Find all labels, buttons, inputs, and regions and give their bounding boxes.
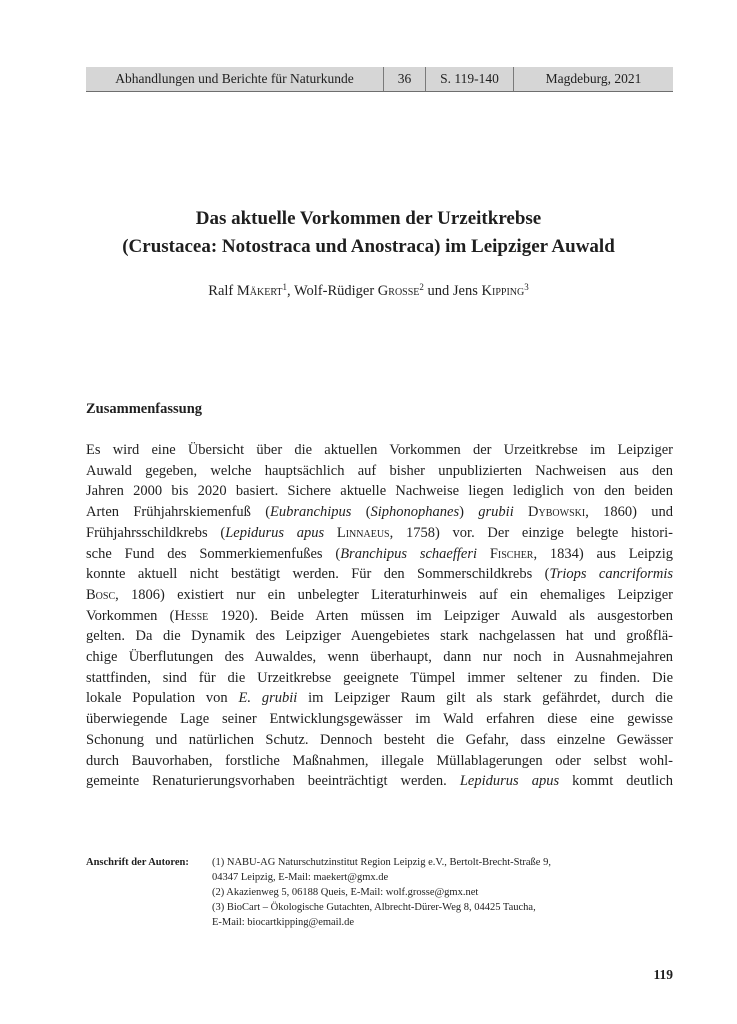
abstract-line: gelten. Da die Dynamik des Leipziger Auengebietes stark nachgelassen hat und großflä- (86, 628, 673, 645)
address-label: Anschrift der Autoren: (86, 857, 189, 868)
taxon-name: Lepidurus apus (225, 524, 325, 541)
address-lines (212, 855, 551, 930)
text-run (477, 546, 490, 562)
text-run (514, 504, 528, 520)
title-line-1: Das aktuelle Vorkommen der Urzeitkrebse (195, 208, 542, 229)
taxon-name: Branchipus schaefferi (340, 545, 478, 562)
address-line: (3) BioCart – Ökologische Gutachten, Albrecht-Dürer-Weg 8, 04425 Taucha, (212, 902, 536, 913)
taxon-name: grubii (478, 504, 514, 521)
abstract-line (86, 523, 673, 544)
abstract-line: Jahren 2000 bis 2020 basiert. Sichere aktuelle Nachweise liegen lediglich von den beiden (86, 483, 673, 500)
abstract-line (86, 544, 673, 565)
article-title (60, 205, 677, 261)
author-1-last: Mäkert (236, 283, 283, 299)
taxon-name: Eubranchipus (270, 504, 352, 521)
text-run: ( (351, 504, 371, 521)
text-run: , 1806) existiert nur ein unbelegter Literaturhinweis auf ein ehemaliges Leipziger (115, 586, 673, 603)
author-2-last: Grosse (377, 283, 420, 299)
volume-number: 36 (384, 67, 426, 91)
text-run: 1920). Beide Arten müssen im Leipziger Auwald als ausgestorben (208, 607, 673, 624)
text-run: lokale Population von (86, 690, 239, 707)
abstract-body (86, 440, 673, 792)
address-line: (1) NABU-AG Naturschutzinstitut Region Leipzig e.V., Bertolt-Brecht-Straße 9, (212, 857, 551, 868)
author-separator-2: und Jens (423, 283, 482, 299)
abstract-line: Auwald gegeben, welche hauptsächlich auf bisher unpublizierten Nachweisen aus den (86, 462, 673, 479)
page-number: 119 (653, 967, 673, 982)
taxon-name: Lepidurus apus (459, 773, 560, 790)
abstract-line: chige Überflutungen des Auwaldes, wenn überhaupt, dann nur noch in Ausnahmejahren (86, 649, 673, 666)
abstract-line (86, 688, 673, 709)
authority-name: Bosc (86, 586, 116, 603)
text-run: gemeinte Renaturierungsvorhaben beeinträchtigt werden. (86, 773, 460, 790)
abstract-line: stattfinden, sind für die Urzeitkrebse geeignete Tümpel immer seltener zu finden. Die (86, 669, 673, 686)
text-run: sche Fund des Sommerkiemenfußes ( (86, 545, 341, 562)
authority-name: Fischer (489, 545, 534, 562)
abstract-line: durch Bauvorhaben, forstliche Maßnahmen, illegale Müllablagerungen oder selbst wohl- (86, 752, 673, 769)
text-run: , 1860) und (585, 504, 673, 521)
author-list (60, 283, 677, 300)
abstract-line: Schonung und natürlichen Schutz. Dennoch besteht die Gefahr, dass einzelne Gewässer (86, 731, 673, 748)
author-3-last: Kipping (481, 283, 525, 299)
author-3-affil: 3 (524, 282, 529, 292)
abstract-line (86, 585, 673, 606)
text-run: kommt deutlich (559, 773, 673, 790)
abstract-line: überwiegende Lage seiner Entwicklungsgewässer im Wald erfahren diese eine gewisse (86, 711, 673, 728)
address-line: 04347 Leipzig, E-Mail: maekert@gmx.de (212, 872, 389, 883)
taxon-name: E. grubii (238, 690, 298, 707)
section-heading: Zusammenfassung (86, 401, 203, 417)
title-line-2: (Crustacea: Notostraca und Anostraca) im Leipziger Auwald (122, 236, 615, 257)
address-line: E-Mail: biocartkipping@email.de (212, 917, 355, 928)
abstract-line (86, 771, 673, 792)
abstract-line (86, 564, 673, 585)
journal-name: Abhandlungen und Berichte für Naturkunde (86, 67, 384, 91)
author-1-affil: 1 (282, 282, 287, 292)
authority-name: Dybowski (528, 504, 586, 521)
text-run: Arten Frühjahrskiemenfuß ( (86, 504, 271, 521)
page-range: S. 119-140 (426, 67, 514, 91)
taxon-name: Siphonophanes (370, 504, 460, 521)
text-run: im Leipziger Raum gilt als stark gefährdet, durch die (297, 690, 673, 707)
address-line: (2) Akazienweg 5, 06188 Queis, E-Mail: wolf.grosse@gmx.net (212, 887, 479, 898)
text-run: ) (459, 504, 479, 521)
authority-name: Hesse (174, 607, 209, 624)
journal-header (86, 67, 673, 92)
text-run: konnte aktuell nicht bestätigt werden. Für den Sommerschildkrebs ( (86, 566, 550, 583)
text-run: Frühjahrsschildkrebs ( (86, 524, 226, 541)
author-separator-1: , Wolf-Rüdiger (287, 283, 378, 299)
text-run (324, 525, 337, 541)
text-run: , 1834) aus Leipzig (533, 545, 673, 562)
taxon-name: Triops cancriformis (549, 566, 673, 583)
abstract-line (86, 502, 673, 523)
authority-name: Linnaeus (336, 524, 390, 541)
author-addresses (86, 855, 673, 930)
abstract-line (86, 606, 673, 627)
text-run: , 1758) vor. Der einzige belegte histori- (389, 524, 673, 541)
author-1-first: Ralf (208, 283, 237, 299)
abstract-line: Es wird eine Übersicht über die aktuellen Vorkommen der Urzeitkrebse im Leipziger (86, 442, 673, 458)
text-run: Vorkommen ( (86, 607, 175, 624)
place-year: Magdeburg, 2021 (545, 71, 642, 86)
author-2-affil: 2 (419, 282, 424, 292)
